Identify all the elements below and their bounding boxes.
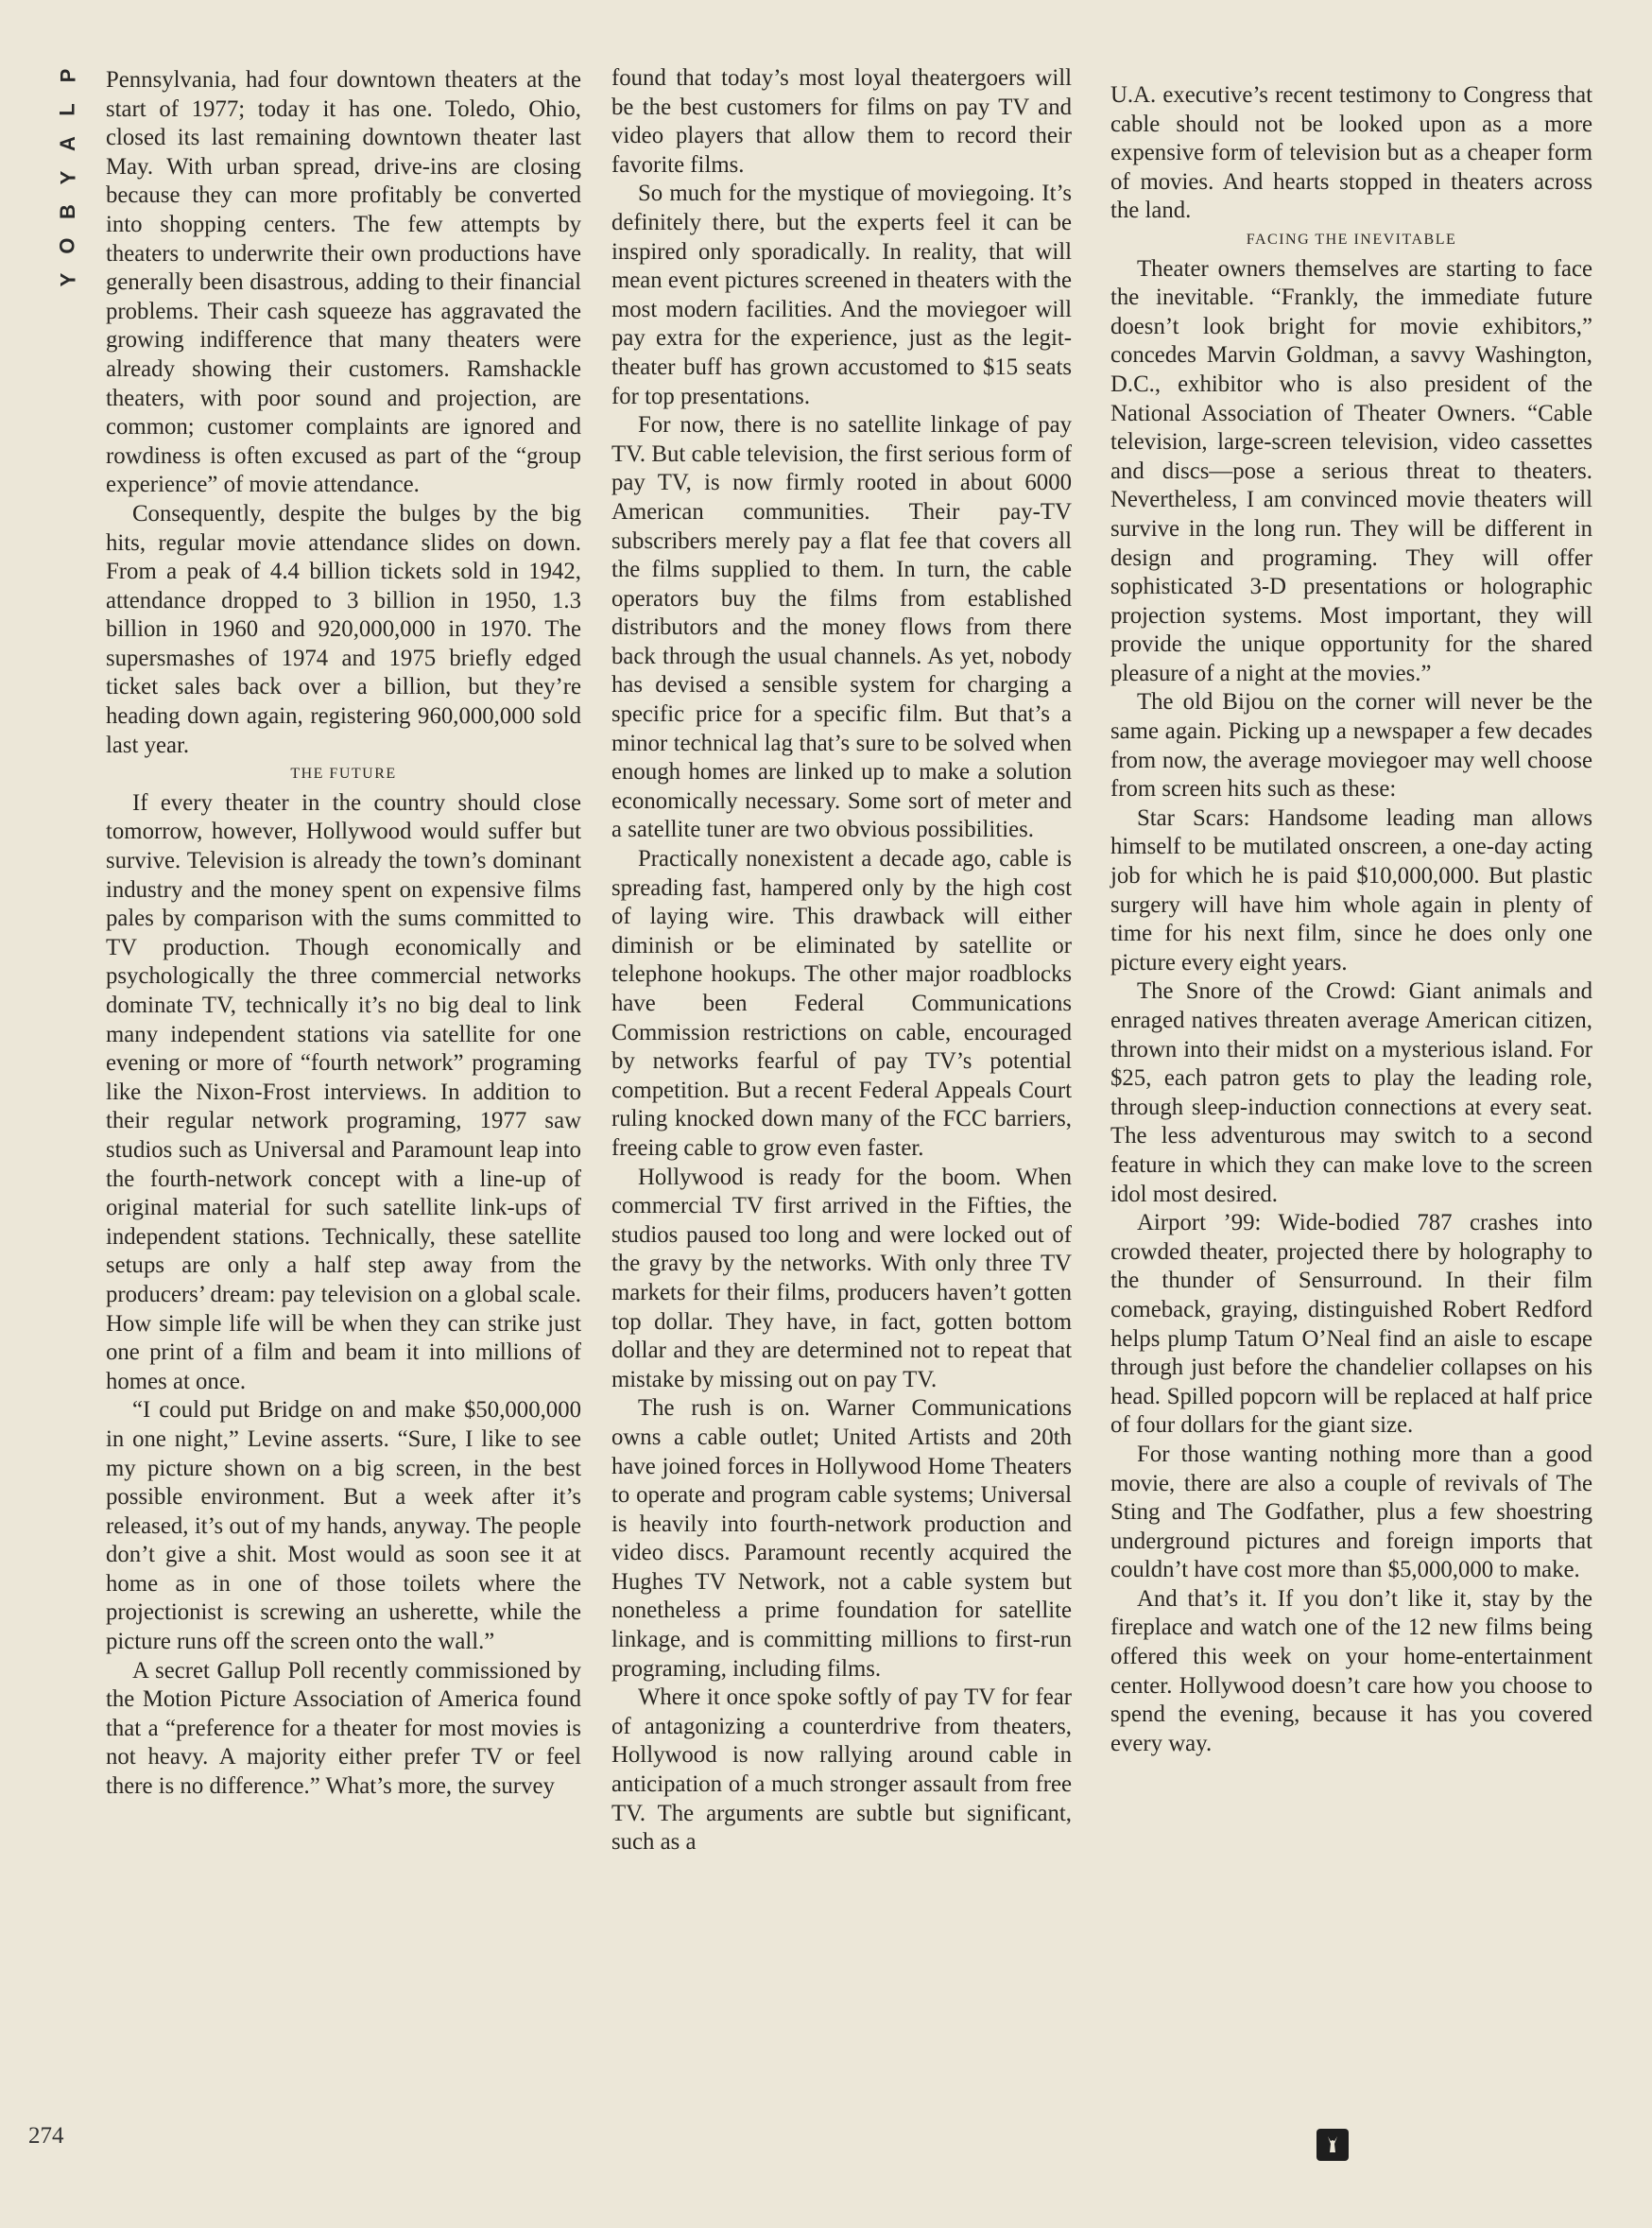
page-number: 274 — [28, 2123, 64, 2149]
masthead-letter: P — [56, 68, 79, 83]
section-subhead: FACING THE INEVITABLE — [1246, 231, 1457, 248]
column-2 — [611, 64, 1072, 1857]
paragraph: Hollywood is ready for the boom. When commercial TV first arrived in the Fifties, the studios paused too long and were locked out of the gravy by the networks. With only three TV markets for their films, producers haven’t gotten top dollar. They have, in fact, gotten bottom dollar and they are determined not to repeat that mistake by missing out on pay TV. — [611, 1164, 1072, 1392]
paragraph: For now, there is no satellite linkage of pay TV. But cable television, the first serious form of pay TV, is now firmly rooted in about 6000 American communities. Their pay-TV subscribers merely pay a flat fee that covers all the films supplied to them. In turn, the cable operators buy the films from established distributors and the money flows from there back through the usual channels. As yet, nobody has devised a sensible system for charging a specific price for a specific film. But that’s a minor technical lag that’s sure to be solved when enough homes are linked up to make a solution economically necessary. Some sort of meter and a satellite tuner are two obvious possibilities. — [611, 412, 1072, 843]
masthead-letter: A — [55, 136, 79, 151]
column-3 — [1110, 81, 1592, 1758]
paragraph: Where it once spoke softly of pay TV for fear of antagonizing a counterdrive from theaters, Hollywood is now rallying around cable in anticipation of a much stronger assault from free TV. The arguments are subtle but significant, such as a — [611, 1684, 1072, 1856]
masthead-vertical — [49, 59, 87, 297]
masthead-letter: O — [56, 237, 79, 254]
column-1 — [106, 66, 581, 1802]
paragraph: So much for the mystique of moviegoing. It’s definitely there, but the experts feel it can be inspired only sporadically. In reality, that will mean event pictures screened in theaters with the most modern facilities. And the moviegoer will pay extra for the experience, just as the legit-theater buff has grown accustomed to $15 seats for top presentations. — [611, 181, 1072, 409]
paragraph: A secret Gallup Poll recently commissioned by the Motion Picture Association of America found that a “preference for a theater for most movies is not heavy. A majority either prefer TV or feel there is no difference.” What’s more, the survey — [106, 1657, 581, 1800]
paragraph: Pennsylvania, had four downtown theaters at the start of 1977; today it has one. Toledo, Ohio, closed its last remaining downtown theater last May. With urban spread, drive-ins are closing because they can more profitably be converted into shopping centers. The few attempts by theaters to underwrite their own productions have generally been disastrous, adding to their financial problems. Their cash squeeze has aggravated the growing indifference that many theaters were already showing their customers. Ramshackle theaters, with poor sound and projection, are common; customer complaints are ignored and rowdiness is often excused as part of the “group experience” of movie attendance. — [106, 67, 581, 498]
paragraph: The old Bijou on the corner will never be the same again. Picking up a newspaper a few decades from now, the average moviegoer may well choose from screen hits such as these: — [1110, 689, 1592, 803]
bunny-end-mark-icon — [1316, 2129, 1349, 2161]
masthead-letter: B — [55, 204, 79, 219]
section-subhead: THE FUTURE — [290, 766, 397, 783]
paragraph: found that today’s most loyal theatergoers will be the best customers for films on pay TV and video players that allow them to record their favorite films. — [611, 65, 1072, 178]
paragraph: “I could put Bridge on and make $50,000,000 in one night,” Levine asserts. “Sure, I like to see my picture shown on a big screen, in the best possible environment. But a week after it’s released, it’s out of my hands, anyway. The people don’t give a shit. Most would as soon see it at home as in one of those toilets where the projectionist is screwing an usherette, while the picture runs off the screen onto the wall.” — [106, 1397, 581, 1655]
masthead-letter: Y — [56, 272, 79, 287]
paragraph: U.A. executive’s recent testimony to Congress that cable should not be looked upon as a more expensive form of television but as a cheaper form of movies. And hearts stopped in theaters across the land. — [1110, 82, 1592, 224]
paragraph: Theater owners themselves are starting to face the inevitable. “Frankly, the immediate future doesn’t look bright for movie exhibitors,” concedes Marvin Goldman, a savvy Washington, D.C., exhibitor who is also president of the National Association of Theater Owners. “Cable television, large-screen television, video cassettes and discs—pose a serious threat to theaters. Nevertheless, I am convinced movie theaters will survive in the long run. They will be different in design and programing. They will offer sophisticated 3-D presentations or holographic projection systems. Most important, they will provide the unique opportunity for the shared pleasure of a night at the movies.” — [1110, 255, 1592, 686]
paragraph: For those wanting nothing more than a good movie, there are also a couple of revivals of The Sting and The Godfather, plus a few shoestring underground pictures and foreign imports that couldn’t have cost more than $5,000,000 to make. — [1110, 1441, 1592, 1583]
paragraph: Star Scars: Handsome leading man allows himself to be mutilated onscreen, a one-day acting job for which he is paid $10,000,000. But plastic surgery will have him whole again in plenty of time for his next film, since he does only one picture every eight years. — [1110, 804, 1592, 976]
paragraph: Consequently, despite the bulges by the big hits, regular movie attendance slides on down. From a peak of 4.4 billion tickets sold in 1942, attendance dropped to 3 billion in 1950, 1.3 billion in 1960 and 920,000,000 in 1970. The supersmashes of 1974 and 1975 briefly edged ticket sales back over a billion, but they’re heading down again, registering 960,000,000 sold last year. — [106, 500, 581, 758]
paragraph: Practically nonexistent a decade ago, cable is spreading fast, hampered only by the high cost of laying wire. This drawback will either diminish or be eliminated by satellite or telephone hookups. The other major roadblocks have been Federal Communications Commission restrictions on cable, encouraged by networks fearful of pay TV’s potential competition. But a recent Federal Appeals Court ruling knocked down many of the FCC barriers, freeing cable to grow even faster. — [611, 846, 1072, 1161]
paragraph: If every theater in the country should close tomorrow, however, Hollywood would suffer but survive. Television is already the town’s dominant industry and the money spent on expensive films pales by comparison with the sums committed to TV production. Though economically and psychologically the three commercial networks dominate TV, technically it’s no big deal to link many independent stations via satellite for one evening or more of “fourth network” programing like the Nixon-Frost interviews. In addition to their regular network programing, 1977 saw studios such as Universal and Paramount leap into the fourth-network concept with a line-up of original material for such satellite link-ups of independent stations. Technically, these satellite setups are only a half step away from the producers’ dream: pay television on a global scale. How simple life will be when they can strike just one print of a film and beam it into millions of homes at once. — [106, 789, 581, 1394]
paragraph: The Snore of the Crowd: Giant animals and enraged natives threaten average American citizen, thrown into their midst on a mysterious island. For $25, each patron gets to play the leading role, through sleep-induction connections at every seat. The less adventurous may switch to a second feature in which they can make love to the screen idol most desired. — [1110, 978, 1592, 1207]
paragraph: The rush is on. Warner Communications owns a cable outlet; United Artists and 20th have joined forces in Hollywood Home Theaters to operate and program cable systems; Universal is heavily into fourth-network production and video discs. Paramount recently acquired the Hughes TV Network, not a cable system but nonetheless a prime foundation for satellite linkage, and is committing millions to first-run programing, including films. — [611, 1395, 1072, 1682]
paragraph: And that’s it. If you don’t like it, stay by the fireplace and watch one of the 12 new films being offered this week on your home-entertainment center. Hollywood doesn’t care how you choose to spend the evening, because it has you covered every way. — [1110, 1585, 1592, 1756]
masthead-letter: L — [55, 103, 79, 116]
paragraph: Airport ’99: Wide-bodied 787 crashes into crowded theater, projected there by holography to the thunder of Sensurround. In their film comeback, graying, distinguished Robert Redford helps plump Tatum O’Neal find an aisle to escape through just before the chandelier collapses on his head. Spilled popcorn will be replaced at half price of four dollars for the giant size. — [1110, 1210, 1592, 1439]
masthead-letter: Y — [56, 170, 79, 185]
